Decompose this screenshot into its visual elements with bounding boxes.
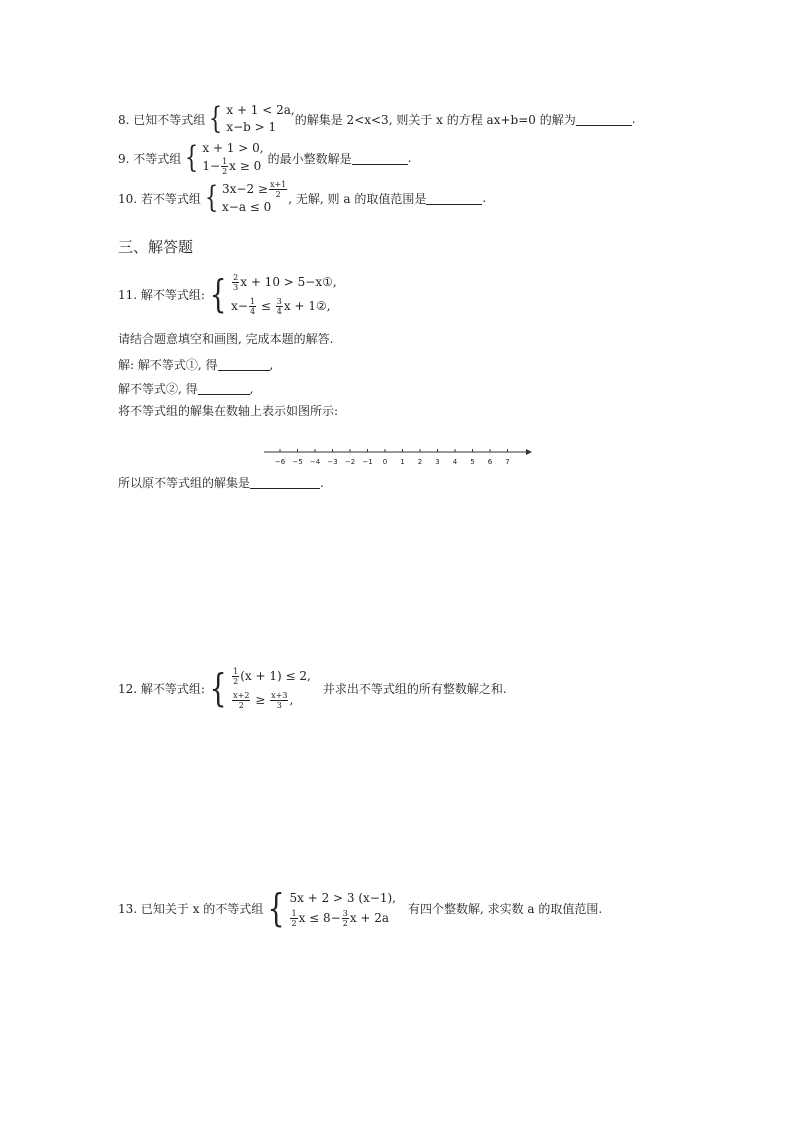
q11-row1-b: x + 10 > 5−x①,	[240, 275, 337, 289]
axis-tick-label: 6	[487, 458, 493, 466]
numerator: x+3	[271, 691, 288, 700]
axis-tick-label: −1	[362, 458, 373, 466]
q11-prefix: 11. 解不等式组:	[118, 287, 205, 302]
axis-tick-label: 4	[452, 458, 458, 466]
numerator: x+1	[269, 180, 287, 189]
q10-suffix: , 无解, 则 a 的取值范围是	[288, 191, 427, 206]
question-12	[118, 664, 507, 712]
q11-row1	[231, 270, 337, 294]
q13-system	[289, 888, 396, 928]
numerator: 3	[276, 297, 282, 306]
q9-end: .	[407, 151, 412, 165]
q12-row1	[231, 664, 311, 688]
q12-system	[231, 664, 311, 712]
axis-tick-label: −4	[309, 458, 321, 466]
q12-suffix: 并求出不等式组的所有整数解之和.	[322, 681, 507, 696]
axis-tick-label: 3	[435, 458, 440, 466]
q13-row1: 5x + 2 > 3 (x−1),	[289, 891, 396, 905]
section-heading: 三、解答题	[118, 238, 194, 256]
axis-tick-label: −6	[274, 458, 286, 466]
q11-step1-end: ,	[269, 357, 274, 372]
q10-row1	[222, 180, 288, 199]
axis-tick-label: −3	[327, 458, 338, 466]
q11-conclusion-text: 所以原不等式组的解集是	[118, 476, 251, 490]
q8-system	[226, 102, 294, 136]
number-line	[262, 444, 534, 470]
q11-step2-text: 解不等式②, 得	[118, 382, 198, 396]
q13-suffix: 有四个整数解, 求实数 a 的取值范围.	[407, 901, 603, 916]
numerator: x+2	[233, 691, 250, 700]
denominator: 2	[342, 919, 348, 928]
q8-end: .	[631, 112, 636, 126]
left-brace: {	[267, 886, 285, 930]
fraction	[232, 691, 250, 710]
q13-row2-b: x ≤ 8−	[298, 911, 341, 925]
q13-row2	[289, 908, 396, 928]
q8-suffix: 的解集是 2<x<3, 则关于 x 的方程 ax+b=0 的解为	[294, 112, 576, 127]
denominator: 2	[233, 677, 239, 686]
left-brace: {	[204, 180, 219, 215]
denominator: 2	[222, 167, 228, 176]
answer-blank[interactable]	[198, 382, 250, 395]
q11-system	[231, 270, 337, 318]
denominator: 3	[233, 283, 239, 292]
denominator: 2	[238, 701, 244, 710]
fraction	[276, 297, 283, 316]
question-11	[118, 270, 337, 318]
question-9	[118, 140, 411, 176]
question-10	[118, 180, 486, 216]
q9-row1: x + 1 > 0,	[202, 141, 264, 155]
q11-row2-a: x−	[231, 299, 248, 313]
left-brace: {	[209, 666, 227, 710]
numerator: 1	[249, 297, 256, 306]
q9-row2	[202, 157, 263, 176]
q9-system	[202, 140, 263, 176]
answer-blank[interactable]	[576, 113, 632, 126]
fraction	[232, 667, 239, 686]
q13-row2-c: x + 2a	[349, 911, 390, 925]
q11-step1	[118, 356, 273, 373]
q10-system	[222, 180, 288, 216]
q12-prefix: 12. 解不等式组:	[118, 681, 205, 696]
denominator: 2	[291, 919, 297, 928]
axis-tick-label: 5	[470, 458, 475, 466]
q11-conclusion-end: .	[320, 475, 324, 490]
q12-row2	[231, 688, 311, 712]
q8-prefix: 8. 已知不等式组	[118, 112, 206, 127]
q11-step2-end: ,	[249, 381, 254, 396]
numerator: 3	[342, 909, 348, 918]
axis-tick-label: −5	[292, 458, 303, 466]
answer-blank[interactable]	[218, 358, 270, 371]
answer-blank[interactable]	[250, 476, 320, 489]
answer-blank[interactable]	[352, 152, 408, 165]
fraction	[221, 157, 228, 176]
q11-step3: 将不等式组的解集在数轴上表示如图所示:	[118, 404, 339, 418]
denominator: 2	[275, 190, 281, 199]
axis-tick-label: 0	[382, 458, 388, 466]
numerator: 2	[233, 273, 239, 282]
q8-row1: x + 1 < 2a,	[226, 103, 295, 117]
numerator: 1	[233, 667, 239, 676]
q11-step2	[118, 380, 253, 397]
q11-conclusion	[118, 474, 324, 491]
question-13	[118, 888, 602, 928]
fraction	[342, 909, 349, 928]
q12-row2-c: ,	[289, 693, 294, 707]
q9-prefix: 9. 不等式组	[118, 151, 182, 166]
axis-tick-label: 7	[505, 458, 510, 466]
fraction	[269, 180, 287, 199]
fraction	[249, 297, 256, 316]
left-brace: {	[209, 272, 227, 316]
numerator: 1	[222, 157, 228, 166]
q9-row2-a: 1−	[202, 159, 221, 173]
axis-tick-label: 1	[400, 458, 405, 466]
fraction	[290, 909, 297, 928]
q9-row2-b: x ≥ 0	[229, 159, 262, 173]
q10-end: .	[482, 191, 487, 205]
q10-row2: x−a ≤ 0	[222, 200, 272, 214]
q10-row1-a: 3x−2 ≥	[222, 182, 268, 196]
axis-tick-label: −2	[344, 458, 356, 466]
answer-blank[interactable]	[426, 192, 482, 205]
q11-row2	[231, 294, 337, 318]
q9-suffix: 的最小整数解是	[267, 151, 352, 166]
q11-row2-b: ≤	[260, 299, 271, 313]
fraction	[270, 691, 288, 710]
q12-row1-b: (x + 1) ≤ 2,	[240, 669, 311, 683]
q13-prefix: 13. 已知关于 x 的不等式组	[118, 901, 264, 916]
denominator: 3	[276, 701, 282, 710]
denominator: 4	[276, 307, 282, 316]
q11-row2-c: x + 1②,	[283, 299, 331, 313]
axis-tick-label: 2	[417, 458, 423, 466]
fraction	[232, 273, 239, 292]
question-8	[118, 102, 636, 136]
q12-row2-b: ≥	[255, 693, 266, 707]
q10-prefix: 10. 若不等式组	[118, 191, 201, 206]
axis-arrow-icon	[526, 449, 532, 455]
numerator: 1	[291, 909, 297, 918]
left-brace: {	[185, 140, 199, 175]
q11-step1-text: 解: 解不等式①, 得	[118, 358, 218, 372]
q8-row2: x−b > 1	[226, 120, 277, 134]
denominator: 4	[249, 307, 256, 316]
q11-instruction: 请结合题意填空和画图, 完成本题的解答.	[118, 332, 334, 346]
left-brace: {	[209, 101, 223, 136]
